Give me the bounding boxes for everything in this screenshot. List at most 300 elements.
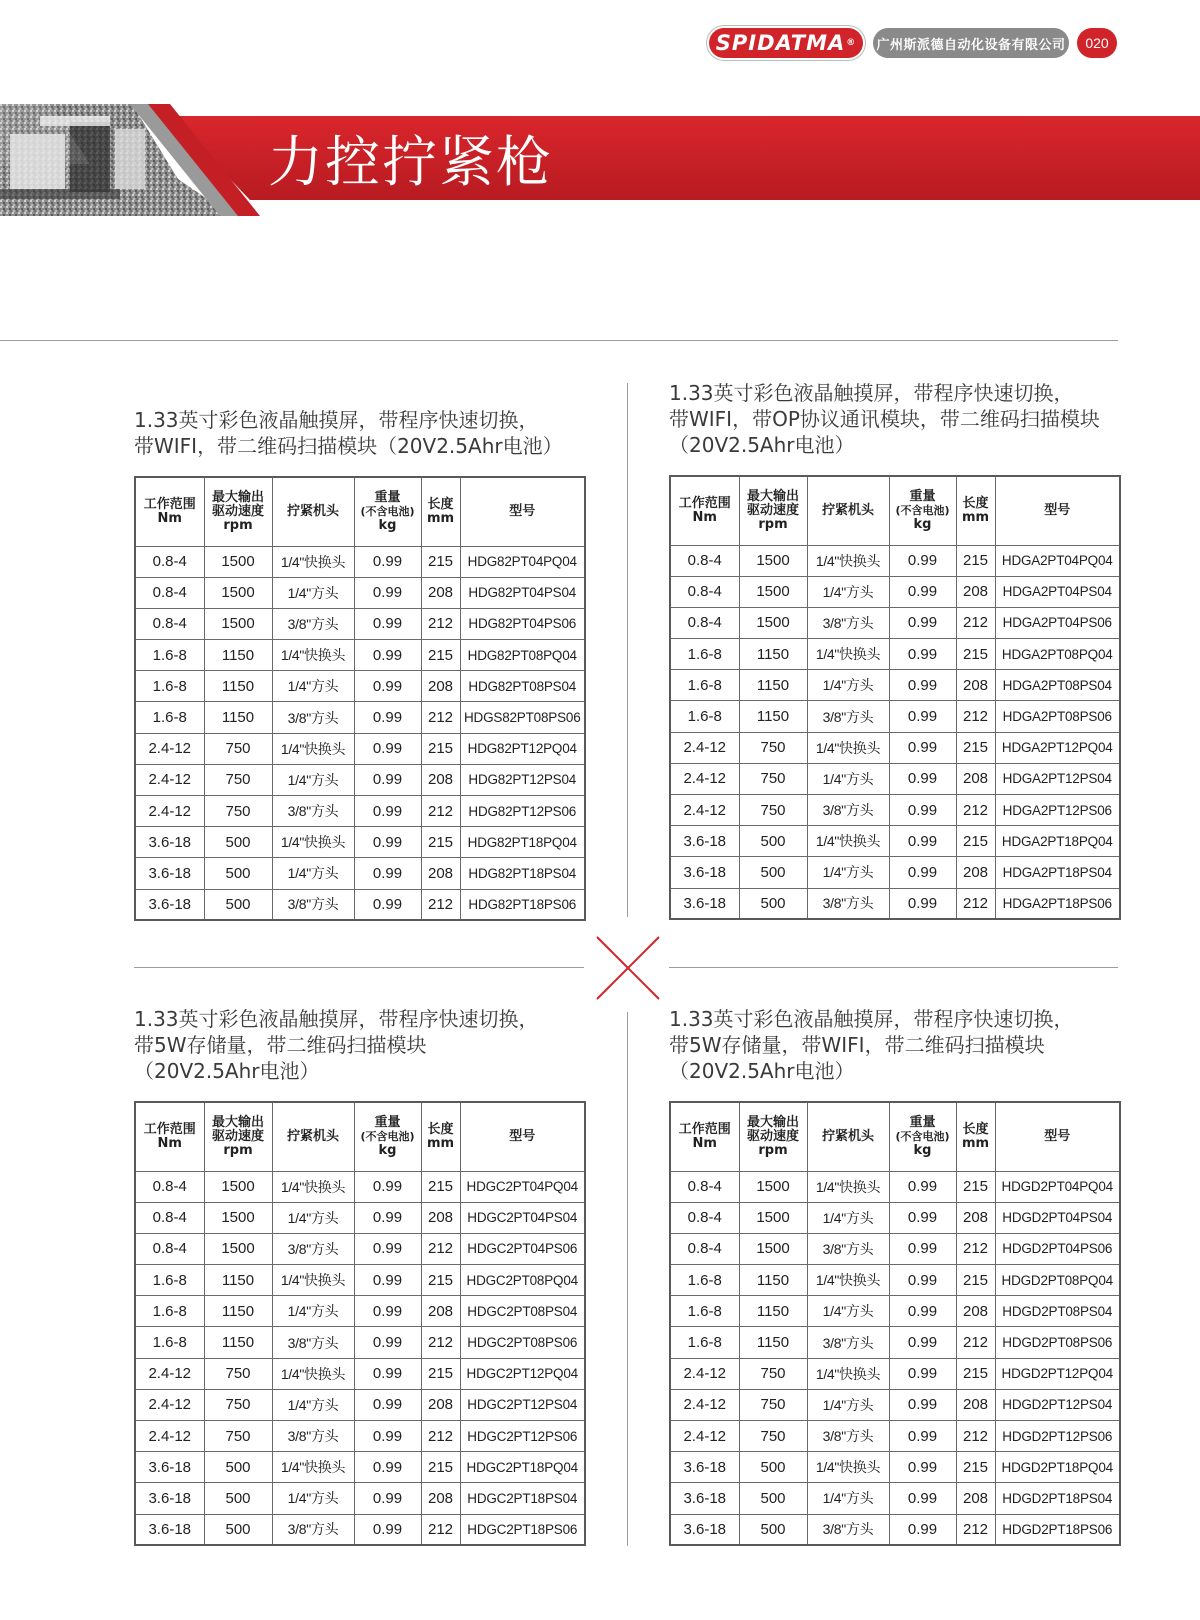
cell-model: HDGC2PT12PS06 [460, 1421, 585, 1452]
header-line: 长度 [427, 1121, 454, 1137]
cell-chuck: 3/8"方头 [272, 1327, 354, 1358]
cell-model: HDGA2PT12PS04 [995, 763, 1120, 794]
product-section-4 [669, 1006, 1119, 1546]
cell-chuck: 1/4"快换头 [272, 640, 354, 671]
cell-length: 208 [956, 576, 995, 607]
cell-chuck: 3/8"方头 [272, 1514, 354, 1545]
cell-chuck: 1/4"方头 [272, 858, 354, 889]
cell-weight: 0.99 [889, 1452, 956, 1483]
cell-range: 2.4-12 [670, 1358, 739, 1389]
cell-range: 2.4-12 [135, 1358, 204, 1389]
cell-weight: 0.99 [889, 1389, 956, 1420]
table-row [135, 1421, 585, 1452]
cell-chuck: 1/4"快换头 [807, 545, 889, 576]
cell-range: 3.6-18 [135, 827, 204, 858]
cell-weight: 0.99 [354, 1265, 421, 1296]
cell-range: 1.6-8 [135, 1296, 204, 1327]
table-row [670, 1421, 1120, 1452]
cell-weight: 0.99 [889, 1514, 956, 1545]
cell-chuck: 1/4"快换头 [272, 733, 354, 764]
cell-chuck: 1/4"方头 [807, 670, 889, 701]
description-line: 带WIFI，带二维码扫描模块（20V2.5Ahr电池） [134, 434, 563, 458]
table-header-row [670, 1102, 1120, 1171]
cell-range: 3.6-18 [135, 858, 204, 889]
cell-length: 215 [421, 546, 460, 577]
cell-weight: 0.99 [889, 1421, 956, 1452]
cell-model: HDG82PT04PQ04 [460, 546, 585, 577]
table-header-row [135, 1102, 585, 1171]
cell-chuck: 3/8"方头 [272, 889, 354, 920]
description-line: 1.33英寸彩色液晶触摸屏，带程序快速切换， [134, 408, 539, 432]
header-length [421, 477, 460, 546]
cell-weight: 0.99 [354, 1233, 421, 1264]
cell-chuck: 1/4"快换头 [807, 639, 889, 670]
cell-speed: 1500 [739, 1233, 807, 1264]
cell-range: 2.4-12 [670, 1389, 739, 1420]
cell-chuck: 1/4"方头 [807, 576, 889, 607]
cell-chuck: 3/8"方头 [272, 608, 354, 639]
table-row [670, 795, 1120, 826]
cell-range: 1.6-8 [670, 670, 739, 701]
header-speed [204, 477, 272, 546]
cell-weight: 0.99 [354, 546, 421, 577]
cell-model: HDGA2PT12PQ04 [995, 732, 1120, 763]
cell-range: 0.8-4 [135, 1233, 204, 1264]
section-description [669, 380, 1119, 458]
cell-model: HDGA2PT08PQ04 [995, 639, 1120, 670]
header-weight [354, 1102, 421, 1171]
header-line: (不含电池) [360, 1129, 415, 1143]
cell-chuck: 1/4"方头 [272, 1296, 354, 1327]
cell-weight: 0.99 [889, 1265, 956, 1296]
table-row [135, 733, 585, 764]
header-line: rpm [758, 1142, 788, 1158]
vertical-divider-top [627, 383, 628, 917]
header-line: 长度 [962, 1121, 989, 1137]
cell-weight: 0.99 [354, 1202, 421, 1233]
table-header-row [135, 477, 585, 546]
cell-weight: 0.99 [889, 701, 956, 732]
header-line: 长度 [427, 496, 454, 512]
cell-model: HDGS82PT08PS06 [460, 702, 585, 733]
cell-weight: 0.99 [354, 1483, 421, 1514]
table-row [670, 1514, 1120, 1545]
table-row [135, 546, 585, 577]
cell-chuck: 3/8"方头 [807, 1233, 889, 1264]
cell-model: HDGC2PT04PS06 [460, 1233, 585, 1264]
cell-weight: 0.99 [889, 639, 956, 670]
header-speed [739, 476, 807, 545]
table-row [135, 1171, 585, 1202]
spec-table [669, 1101, 1121, 1546]
cell-model: HDG82PT12PS04 [460, 764, 585, 795]
table-row [135, 827, 585, 858]
cell-length: 212 [421, 1327, 460, 1358]
description-line: 1.33英寸彩色液晶触摸屏，带程序快速切换， [134, 1007, 539, 1031]
cell-speed: 1500 [739, 607, 807, 638]
table-row [670, 545, 1120, 576]
cell-weight: 0.99 [354, 608, 421, 639]
cell-length: 208 [421, 764, 460, 795]
table-row [135, 608, 585, 639]
cell-model: HDGD2PT12PS04 [995, 1389, 1120, 1420]
table-row [670, 1327, 1120, 1358]
header-line: Nm [157, 510, 182, 526]
cell-speed: 500 [204, 1483, 272, 1514]
cell-range: 0.8-4 [670, 1202, 739, 1233]
table-row [670, 1202, 1120, 1233]
cell-speed: 500 [739, 1452, 807, 1483]
cell-speed: 1150 [739, 1265, 807, 1296]
cell-speed: 750 [204, 1358, 272, 1389]
table-row [135, 640, 585, 671]
cell-range: 1.6-8 [670, 701, 739, 732]
cell-speed: 1500 [204, 608, 272, 639]
cell-speed: 1500 [204, 546, 272, 577]
header-weight [889, 1102, 956, 1171]
cell-length: 215 [421, 827, 460, 858]
cell-length: 208 [956, 763, 995, 794]
cell-chuck: 1/4"方头 [272, 577, 354, 608]
cell-chuck: 1/4"方头 [807, 763, 889, 794]
cell-speed: 500 [204, 1514, 272, 1545]
cell-weight: 0.99 [354, 640, 421, 671]
header-chuck [272, 477, 354, 546]
table-row [670, 1296, 1120, 1327]
header-line: kg [913, 516, 932, 532]
header-line: 驱动速度 [211, 1128, 264, 1144]
cell-range: 2.4-12 [670, 732, 739, 763]
header-line: Nm [692, 509, 717, 525]
cell-range: 0.8-4 [670, 545, 739, 576]
cell-speed: 500 [204, 858, 272, 889]
header-line: mm [426, 1135, 455, 1151]
page-title: 力控拧紧枪 [268, 130, 554, 194]
cell-length: 215 [956, 1171, 995, 1202]
middle-divider-right [669, 967, 1118, 968]
section-description [669, 1006, 1119, 1084]
cross-icon [595, 935, 661, 1001]
cell-model: HDGC2PT08PS06 [460, 1327, 585, 1358]
cell-weight: 0.99 [889, 888, 956, 919]
header-line: rpm [223, 1142, 253, 1158]
cell-chuck: 1/4"快换头 [807, 1452, 889, 1483]
cell-range: 3.6-18 [135, 1514, 204, 1545]
cell-length: 208 [421, 671, 460, 702]
header-chuck [272, 1102, 354, 1171]
cell-chuck: 1/4"快换头 [272, 1358, 354, 1389]
spec-table [669, 475, 1121, 920]
cell-speed: 1500 [204, 1171, 272, 1202]
header-line: 重量 [909, 1114, 936, 1130]
header-chuck [807, 1102, 889, 1171]
cell-speed: 1150 [204, 1265, 272, 1296]
table-row [135, 1233, 585, 1264]
cell-model: HDGD2PT08PS06 [995, 1327, 1120, 1358]
cell-range: 1.6-8 [135, 671, 204, 702]
cell-chuck: 3/8"方头 [807, 701, 889, 732]
cell-length: 212 [956, 795, 995, 826]
cell-length: 215 [956, 639, 995, 670]
cell-chuck: 1/4"快换头 [272, 1171, 354, 1202]
cell-model: HDGA2PT18PS06 [995, 888, 1120, 919]
cell-speed: 1150 [739, 639, 807, 670]
cell-speed: 1500 [739, 576, 807, 607]
cell-speed: 500 [204, 1452, 272, 1483]
cell-model: HDGC2PT18PQ04 [460, 1452, 585, 1483]
cell-model: HDGA2PT18PQ04 [995, 826, 1120, 857]
cell-model: HDG82PT08PS04 [460, 671, 585, 702]
cell-chuck: 3/8"方头 [272, 1233, 354, 1264]
cell-range: 1.6-8 [670, 1296, 739, 1327]
header-line: 工作范围 [143, 1121, 196, 1137]
table-row [670, 607, 1120, 638]
cell-weight: 0.99 [889, 670, 956, 701]
cell-range: 1.6-8 [135, 640, 204, 671]
cell-speed: 1150 [204, 702, 272, 733]
cell-speed: 1500 [739, 1171, 807, 1202]
cell-chuck: 1/4"方头 [807, 1389, 889, 1420]
cell-speed: 1150 [204, 1327, 272, 1358]
cell-model: HDG82PT04PS06 [460, 608, 585, 639]
cell-length: 208 [421, 577, 460, 608]
cell-chuck: 1/4"快换头 [272, 1265, 354, 1296]
cell-speed: 500 [739, 1514, 807, 1545]
cell-speed: 1500 [204, 1202, 272, 1233]
cell-length: 208 [421, 1483, 460, 1514]
cell-speed: 1150 [739, 1327, 807, 1358]
header-weight [354, 477, 421, 546]
cell-weight: 0.99 [354, 1389, 421, 1420]
cell-length: 215 [956, 826, 995, 857]
table-row [670, 576, 1120, 607]
table-row [135, 1514, 585, 1545]
header-model [995, 476, 1120, 545]
header-line: mm [961, 509, 990, 525]
cell-chuck: 1/4"快换头 [807, 1171, 889, 1202]
table-row [135, 889, 585, 920]
header-speed [739, 1102, 807, 1171]
cell-chuck: 3/8"方头 [807, 795, 889, 826]
header-line: kg [378, 1142, 397, 1158]
cell-range: 3.6-18 [670, 1452, 739, 1483]
header-range [670, 1102, 739, 1171]
cell-range: 3.6-18 [670, 826, 739, 857]
cell-weight: 0.99 [354, 577, 421, 608]
description-line: （20V2.5Ahr电池） [134, 1059, 320, 1083]
header-line: 工作范围 [143, 496, 196, 512]
cell-model: HDGC2PT18PS06 [460, 1514, 585, 1545]
cell-range: 2.4-12 [670, 763, 739, 794]
header-range [135, 1102, 204, 1171]
table-row [670, 826, 1120, 857]
table-row [135, 671, 585, 702]
table-row [135, 702, 585, 733]
cell-model: HDGA2PT18PS04 [995, 857, 1120, 888]
table-row [135, 1389, 585, 1420]
table-row [135, 1265, 585, 1296]
cell-speed: 750 [204, 764, 272, 795]
header-line: 拧紧机头 [286, 1128, 339, 1144]
cell-chuck: 3/8"方头 [807, 607, 889, 638]
cell-model: HDGC2PT08PS04 [460, 1296, 585, 1327]
cell-weight: 0.99 [354, 1514, 421, 1545]
cell-model: HDGD2PT12PQ04 [995, 1358, 1120, 1389]
table-row [135, 1296, 585, 1327]
cell-speed: 500 [204, 827, 272, 858]
cell-speed: 750 [204, 796, 272, 827]
cell-weight: 0.99 [889, 857, 956, 888]
cell-length: 212 [421, 702, 460, 733]
cell-weight: 0.99 [889, 1233, 956, 1264]
cell-speed: 500 [739, 888, 807, 919]
header-line: rpm [758, 516, 788, 532]
cell-length: 215 [421, 640, 460, 671]
cell-speed: 750 [739, 732, 807, 763]
cell-weight: 0.99 [354, 1421, 421, 1452]
cell-speed: 1150 [739, 670, 807, 701]
cell-speed: 750 [204, 1389, 272, 1420]
table-row [135, 1483, 585, 1514]
cell-speed: 750 [739, 763, 807, 794]
cell-length: 208 [956, 1296, 995, 1327]
cell-model: HDGD2PT18PS04 [995, 1483, 1120, 1514]
cell-speed: 1150 [204, 671, 272, 702]
cell-length: 215 [956, 732, 995, 763]
cell-chuck: 1/4"方头 [272, 1389, 354, 1420]
header-line: 重量 [374, 1114, 401, 1130]
cell-length: 212 [421, 1514, 460, 1545]
cell-length: 212 [421, 796, 460, 827]
cell-speed: 750 [739, 1389, 807, 1420]
cell-speed: 1500 [204, 577, 272, 608]
cell-range: 2.4-12 [135, 764, 204, 795]
cell-length: 208 [956, 1483, 995, 1514]
cell-length: 208 [421, 1389, 460, 1420]
cell-model: HDGA2PT04PS06 [995, 607, 1120, 638]
table-row [135, 764, 585, 795]
cell-chuck: 3/8"方头 [807, 1327, 889, 1358]
cell-length: 208 [421, 1296, 460, 1327]
section-description [134, 407, 584, 459]
table-row [670, 701, 1120, 732]
cell-range: 1.6-8 [135, 1327, 204, 1358]
cell-chuck: 1/4"方头 [807, 857, 889, 888]
header-model [995, 1102, 1120, 1171]
header-length [421, 1102, 460, 1171]
cell-length: 212 [956, 888, 995, 919]
cell-weight: 0.99 [354, 733, 421, 764]
cell-model: HDGC2PT12PQ04 [460, 1358, 585, 1389]
cell-length: 208 [956, 1389, 995, 1420]
cell-length: 215 [956, 545, 995, 576]
brand-logo [709, 28, 863, 58]
table-row [670, 1358, 1120, 1389]
cell-model: HDGC2PT04PQ04 [460, 1171, 585, 1202]
cell-length: 212 [421, 1421, 460, 1452]
header-line: 型号 [509, 1128, 536, 1144]
description-line: （20V2.5Ahr电池） [669, 1059, 855, 1083]
cell-length: 212 [421, 1233, 460, 1264]
table-row [670, 857, 1120, 888]
cell-range: 3.6-18 [670, 1483, 739, 1514]
cell-length: 215 [421, 1265, 460, 1296]
table-row [670, 1233, 1120, 1264]
cell-weight: 0.99 [354, 827, 421, 858]
table-row [670, 639, 1120, 670]
spec-table [134, 1101, 586, 1546]
cell-speed: 750 [739, 1421, 807, 1452]
cell-model: HDGA2PT08PS04 [995, 670, 1120, 701]
cell-model: HDGD2PT08PS04 [995, 1296, 1120, 1327]
cell-model: HDGA2PT08PS06 [995, 701, 1120, 732]
cell-length: 212 [956, 1233, 995, 1264]
description-line: 1.33英寸彩色液晶触摸屏，带程序快速切换， [669, 381, 1074, 405]
cell-weight: 0.99 [889, 1327, 956, 1358]
cell-model: HDG82PT18PS04 [460, 858, 585, 889]
description-line: 带WIFI，带OP协议通讯模块，带二维码扫描模块 [669, 407, 1100, 431]
cell-length: 215 [421, 1358, 460, 1389]
cell-length: 208 [421, 858, 460, 889]
table-row [135, 858, 585, 889]
cell-model: HDGD2PT12PS06 [995, 1421, 1120, 1452]
table-row [670, 1483, 1120, 1514]
cell-length: 212 [956, 607, 995, 638]
header-line: 驱动速度 [746, 1128, 799, 1144]
cell-range: 1.6-8 [135, 1265, 204, 1296]
header-weight [889, 476, 956, 545]
cell-weight: 0.99 [889, 1171, 956, 1202]
cell-chuck: 3/8"方头 [272, 702, 354, 733]
header-line: 最大输出 [211, 489, 264, 505]
brand-name: SPIDATMA [715, 31, 846, 55]
cell-weight: 0.99 [354, 1171, 421, 1202]
table-row [670, 888, 1120, 919]
cell-model: HDGC2PT08PQ04 [460, 1265, 585, 1296]
cell-weight: 0.99 [889, 1296, 956, 1327]
header-line: (不含电池) [360, 504, 415, 518]
cell-weight: 0.99 [354, 889, 421, 920]
cell-length: 215 [956, 1452, 995, 1483]
cell-range: 0.8-4 [670, 1233, 739, 1264]
header-line: 工作范围 [678, 495, 731, 511]
cell-model: HDGA2PT04PS04 [995, 576, 1120, 607]
registered-mark: ® [846, 38, 857, 48]
cell-model: HDGD2PT04PS04 [995, 1202, 1120, 1233]
header-line: mm [426, 510, 455, 526]
title-banner [0, 104, 1200, 224]
cell-range: 0.8-4 [135, 1171, 204, 1202]
table-row [670, 1452, 1120, 1483]
cell-weight: 0.99 [889, 795, 956, 826]
header-line: 型号 [509, 503, 536, 519]
cell-range: 3.6-18 [670, 857, 739, 888]
cell-speed: 500 [204, 889, 272, 920]
cell-length: 212 [421, 608, 460, 639]
header-line: 驱动速度 [211, 503, 264, 519]
cell-speed: 750 [204, 1421, 272, 1452]
cell-length: 208 [421, 1202, 460, 1233]
cell-range: 2.4-12 [670, 795, 739, 826]
header-line: 型号 [1044, 502, 1071, 518]
cell-model: HDG82PT04PS04 [460, 577, 585, 608]
cell-length: 212 [421, 889, 460, 920]
page-number: 020 [1077, 28, 1117, 58]
cell-range: 2.4-12 [135, 1421, 204, 1452]
cell-speed: 500 [739, 826, 807, 857]
cell-weight: 0.99 [354, 1296, 421, 1327]
cell-model: HDGD2PT04PS06 [995, 1233, 1120, 1264]
